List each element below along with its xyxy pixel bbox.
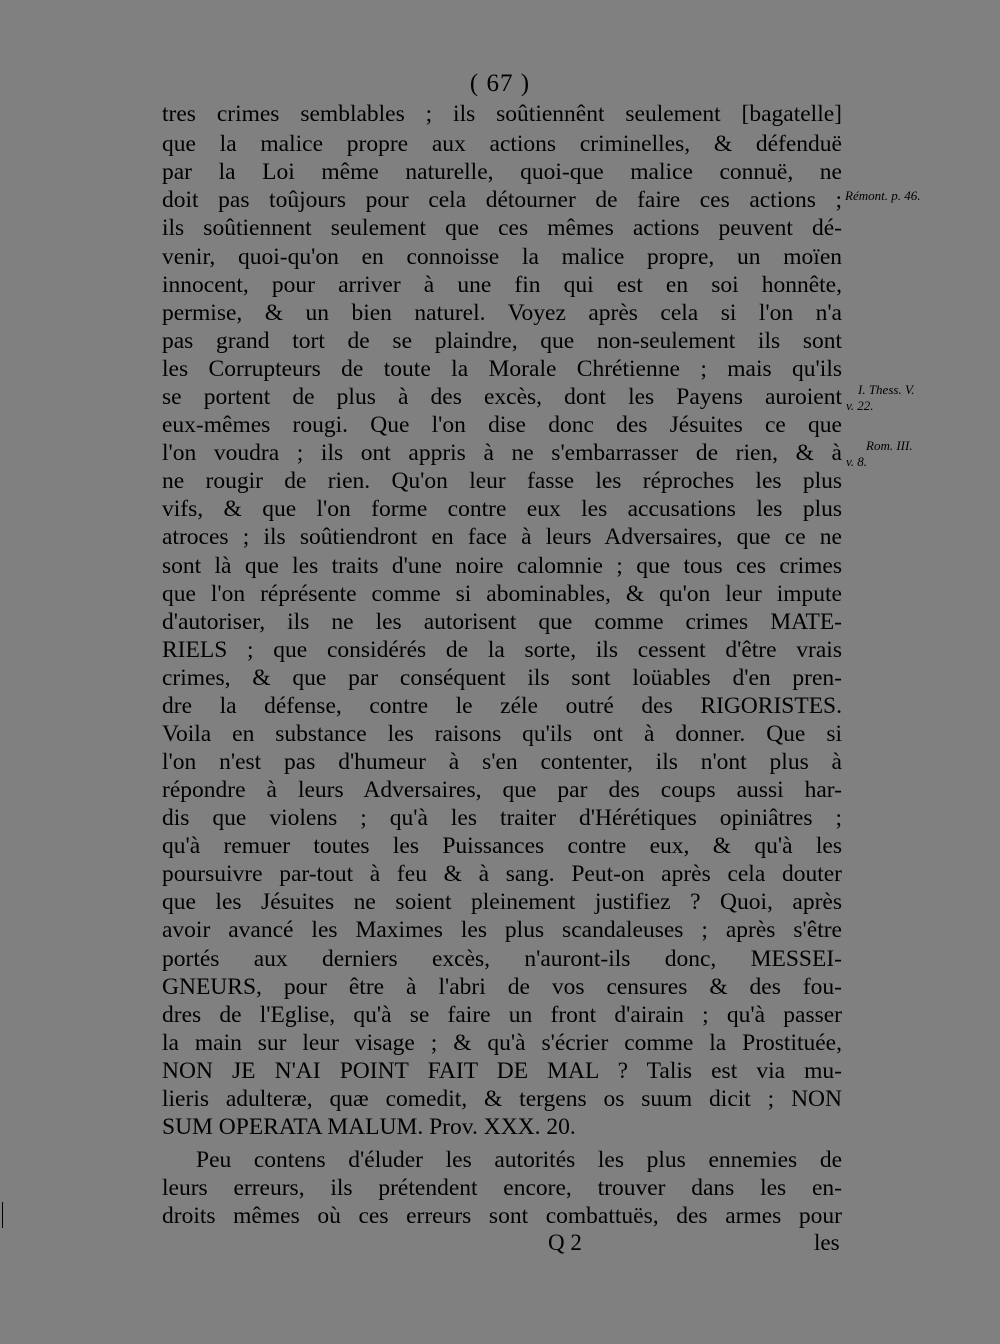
text-line: NON JE N'AI POINT FAIT DE MAL ? Talis est via mu-	[162, 1058, 842, 1084]
text-line: sont là que les traits d'une noire calomnie ; que tous ces crimes	[162, 553, 842, 579]
text-line: atroces ; ils soûtiendront en face à leurs Adversaires, que ce ne	[162, 524, 842, 550]
margin-note-thess: I. Thess. V.	[858, 382, 915, 397]
text-line: répondre à leurs Adversaires, que par des coups aussi har-	[162, 777, 842, 803]
text-line: crimes, & que par conséquent ils sont loüables d'en pren-	[162, 665, 842, 691]
text-line: ils soûtiennent seulement que ces mêmes actions peuvent dé-	[162, 215, 842, 241]
text-line: l'on voudra ; ils ont appris à ne s'embarrasser de rien, & à	[162, 440, 842, 466]
text-line: droits mêmes où ces erreurs sont combattuës, des armes pour	[162, 1203, 842, 1229]
text-line: poursuivre par-tout à feu & à sang. Peut-on après cela douter	[162, 861, 842, 887]
text-line: dis que violens ; qu'à les traiter d'Hérétiques opiniâtres ;	[162, 805, 842, 831]
text-line: Peu contens d'éluder les autorités les plus ennemies de	[196, 1147, 842, 1173]
text-line: pas grand tort de se plaindre, que non-seulement ils sont	[162, 328, 842, 354]
text-line: tres crimes semblables ; ils soûtiennênt seulement [bagatelle]	[162, 101, 842, 127]
text-line: vifs, & que l'on forme contre eux les accusations les plus	[162, 496, 842, 522]
text-line: SUM OPERATA MALUM. Prov. XXX. 20.	[162, 1114, 576, 1140]
text-line: dre la défense, contre le zéle outré des RIGORISTES.	[162, 693, 842, 719]
text-line: avoir avancé les Maximes les plus scandaleuses ; après s'être	[162, 917, 842, 943]
text-line: venir, quoi-qu'on en connoisse la malice propre, un moïen	[162, 244, 842, 270]
text-line: leurs erreurs, ils prétendent encore, trouver dans les en-	[162, 1175, 842, 1201]
text-line: par la Loi même naturelle, quoi-que malice connuë, ne	[162, 159, 842, 185]
text-line: Voila en substance les raisons qu'ils ont à donner. Que si	[162, 721, 842, 747]
page-number: ( 67 )	[469, 70, 531, 97]
text-line: RIELS ; que considérés de la sorte, ils cessent d'être vrais	[162, 637, 842, 663]
text-line: innocent, pour arriver à une fin qui est en soi honnête,	[162, 272, 842, 298]
text-line: doit pas toûjours pour cela détourner de faire ces actions ;	[162, 187, 842, 213]
margin-note-rom: Rom. III.	[866, 438, 913, 453]
margin-note-thess-verse: v. 22.	[846, 398, 874, 413]
text-line: se portent de plus à des excès, dont les Payens auroient	[162, 384, 842, 410]
signature-mark: Q 2	[548, 1230, 582, 1255]
text-line: permise, & un bien naturel. Voyez après cela si l'on n'a	[162, 300, 842, 326]
margin-note-remont: Rémont. p. 46.	[845, 188, 921, 203]
text-line: portés aux derniers excès, n'auront-ils donc, MESSEI-	[162, 946, 842, 972]
text-line: les Corrupteurs de toute la Morale Chrétienne ; mais qu'ils	[162, 356, 842, 382]
text-line: ne rougir de rien. Qu'on leur fasse les réproches les plus	[162, 468, 842, 494]
text-line: eux-mêmes rougi. Que l'on dise donc des Jésuites ce que	[162, 412, 842, 438]
text-line: que les Jésuites ne soient pleinement justifiez ? Quoi, après	[162, 889, 842, 915]
text-line: dres de l'Eglise, qu'à se faire un front d'airain ; qu'à passer	[162, 1002, 842, 1028]
text-line: GNEURS, pour être à l'abri de vos censures & des fou-	[162, 974, 842, 1000]
edge-mark	[2, 1202, 3, 1228]
text-line: que l'on réprésente comme si abominables, & qu'on leur impute	[162, 581, 842, 607]
text-line: que la malice propre aux actions criminelles, & défenduë	[162, 131, 842, 157]
text-line: l'on n'est pas d'humeur à s'en contenter, ils n'ont plus à	[162, 749, 842, 775]
text-line: lieris adulteræ, quæ comedit, & tergens os suum dicit ; NON	[162, 1086, 842, 1112]
text-line: qu'à remuer toutes les Puissances contre eux, & qu'à les	[162, 833, 842, 859]
catchword: les	[814, 1230, 840, 1255]
margin-note-rom-verse: v. 8.	[846, 454, 868, 469]
text-line: la main sur leur visage ; & qu'à s'écrier comme la Prostituée,	[162, 1030, 842, 1056]
text-line: d'autoriser, ils ne les autorisent que comme crimes MATE-	[162, 609, 842, 635]
